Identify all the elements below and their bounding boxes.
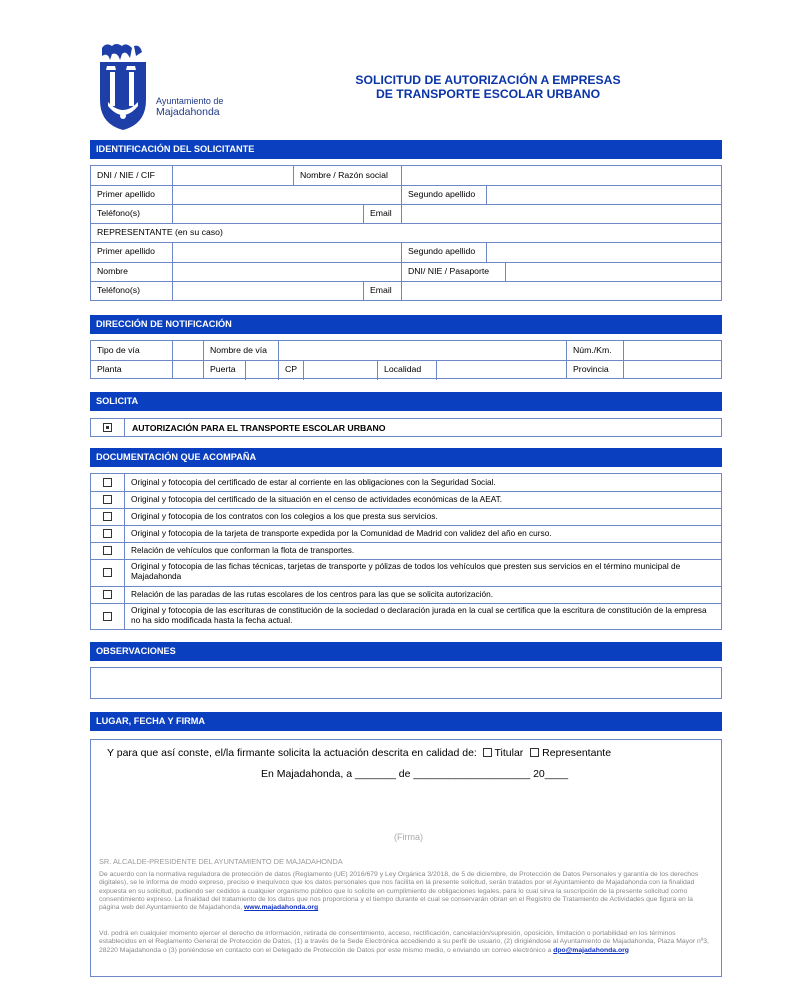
identificacion-table <box>90 165 722 301</box>
primer-apellido-input[interactable] <box>173 185 401 204</box>
dpo-email-link[interactable]: dpo@majadahonda.org <box>553 946 629 954</box>
web-link[interactable]: www.majadahonda.org <box>244 904 319 912</box>
doc-item-text: Original y fotocopia de la tarjeta de transporte expedida por la Comunidad de Madrid con validez del año en curso. <box>131 528 552 538</box>
section-direccion: DIRECCIÓN DE NOTIFICACIÓN <box>90 315 722 334</box>
doc-item-text: Original y fotocopia de los contratos con los colegios a los que presta sus servicios. <box>131 511 438 521</box>
doc-item <box>91 474 721 491</box>
rep-segundo-apellido-input[interactable] <box>487 242 722 261</box>
title-line1: SOLICITUD DE AUTORIZACIÓN A EMPRESAS <box>355 73 621 87</box>
logo-line1: Ayuntamiento de <box>156 96 224 106</box>
doc-checkbox-2[interactable] <box>103 512 112 521</box>
legal-paragraph-1 <box>99 871 715 912</box>
titular-label: Titular <box>494 747 524 759</box>
doc-item-text: Relación de vehículos que conforman la flota de transportes. <box>131 545 355 555</box>
email-input[interactable] <box>402 204 722 223</box>
nombre-razon-label: Nombre / Razón social <box>300 170 388 180</box>
section-identificacion: IDENTIFICACIÓN DEL SOLICITANTE <box>90 140 722 159</box>
cp-label: CP <box>285 364 298 374</box>
tipo-via-label: Tipo de vía <box>97 345 140 355</box>
logo-text <box>156 96 223 118</box>
doc-checkbox-0[interactable] <box>103 478 112 487</box>
rep-telefono-input[interactable] <box>173 281 363 300</box>
documentacion-table <box>90 473 722 630</box>
observaciones-input[interactable] <box>90 667 722 699</box>
doc-item <box>91 603 721 630</box>
rep-nombre-input[interactable] <box>173 262 401 281</box>
doc-checkbox-1[interactable] <box>103 495 112 504</box>
doc-checkbox-4[interactable] <box>103 546 112 555</box>
localidad-input[interactable] <box>437 360 566 379</box>
doc-item <box>91 525 721 542</box>
firma-statement: Y para que así conste, el/la firmante solicita la actuación descrita en calidad de: <box>107 747 477 759</box>
title-line2: DE TRANSPORTE ESCOLAR URBANO <box>375 87 601 101</box>
legal-text-2: Vd. podrá en cualquier momento ejercer el derecho de información, retirada de consentimiento, acceso, rectificación, cancelación/supresión, oposición, limitación o portabilidad en los términos establecidos en el Reglamento General de Protección de Datos, (1) a través de la Sede Electrónica accediendo a su perfil de usuario, (2) dirigiéndose al Ayuntamiento de Majadahonda, Plaza Mayor nº3, 28220 Majadahonda o (3) poniéndose en contacto con el Delegado de Protección de Datos por este mismo medio, o enviando un correo electrónico a <box>99 930 709 954</box>
ayuntamiento-logo <box>96 40 256 132</box>
rep-email-input[interactable] <box>402 281 722 300</box>
puerta-input[interactable] <box>246 360 278 379</box>
localidad-label: Localidad <box>384 364 422 374</box>
logo-line2: Majadahonda <box>156 106 220 118</box>
puerta-label: Puerta <box>210 364 236 374</box>
nombre-via-label: Nombre de vía <box>210 345 267 355</box>
telefono-label: Teléfono(s) <box>97 208 140 218</box>
dni-label: DNI / NIE / CIF <box>97 170 155 180</box>
rep-primer-apellido-label: Primer apellido <box>97 246 155 256</box>
doc-item-text: Original y fotocopia del certificado de la situación en el censo de actividades económicas de la AEAT. <box>131 494 503 504</box>
section-observaciones: OBSERVACIONES <box>90 642 722 661</box>
doc-item-text: Original y fotocopia de las escrituras de constitución de la sociedad o declaración jurada en la cual se certifica que la escritura de constitución de la empresa no ha sido modificada hasta la fecha actual. <box>131 605 707 625</box>
telefono-input[interactable] <box>173 204 363 223</box>
solicita-checkbox[interactable] <box>103 423 112 432</box>
doc-checkbox-7[interactable] <box>103 612 112 621</box>
place-date: En Majadahonda, a _______ de ____________________ 20____ <box>261 768 569 780</box>
solicita-table <box>90 418 722 437</box>
section-firma: LUGAR, FECHA Y FIRMA <box>90 712 722 731</box>
legal-text-1: De acuerdo con la normativa reguladora de protección de datos (Reglamento (UE) 2016/679 y Ley Orgánica 3/2018, de 5 de diciembre, de Protección de Datos Personales y garantía de los derechos digitales), se le informa de modo expreso, preciso e inequívoco que los datos personales que nos facilita en la presente solicitud, serán tratados por el Ayuntamiento de Majadahonda con la finalidad expuesta en su solicitud, pudiendo ser cedidos a cualquier organismo público que lo solicite en cumplimiento de obligaciones legales, para lo cual sirva la suscripción de la presente solicitud como consentimiento expreso. La finalidad del tratamiento de los datos que nos proporciona y el tiempo durante el cual se conservarán obran en el Registro de Tratamiento de Actividades que figura en la página web del Ayuntamiento de Majadahonda, <box>99 871 699 912</box>
email-label: Email <box>370 208 392 218</box>
rep-dni-label: DNI/ NIE / Pasaporte <box>408 266 490 276</box>
nombre-razon-input[interactable] <box>402 166 722 185</box>
solicita-option-label: AUTORIZACIÓN PARA EL TRANSPORTE ESCOLAR URBANO <box>132 423 386 433</box>
segundo-apellido-input[interactable] <box>487 185 722 204</box>
tipo-via-input[interactable] <box>173 341 203 360</box>
doc-item-text: Original y fotocopia de las fichas técnicas, tarjetas de transporte y pólizas de todos los vehículos que presten sus servicios en el término municipal de Majadahonda <box>131 561 681 581</box>
titular-checkbox[interactable] <box>483 748 492 757</box>
primer-apellido-label: Primer apellido <box>97 189 155 199</box>
addressee: SR. ALCALDE-PRESIDENTE DEL AYUNTAMIENTO DE MAJADAHONDA <box>99 857 343 866</box>
dni-input[interactable] <box>173 166 293 185</box>
section-documentacion: DOCUMENTACIÓN QUE ACOMPAÑA <box>90 448 722 467</box>
nombre-via-input[interactable] <box>279 341 566 360</box>
rep-segundo-apellido-label: Segundo apellido <box>408 246 476 256</box>
doc-checkbox-5[interactable] <box>103 568 112 577</box>
direccion-table <box>90 340 722 379</box>
segundo-apellido-label: Segundo apellido <box>408 189 476 199</box>
firma-placeholder: (Firma) <box>394 832 423 842</box>
legal-paragraph-2 <box>99 930 715 955</box>
doc-checkbox-3[interactable] <box>103 529 112 538</box>
rep-nombre-label: Nombre <box>97 266 128 276</box>
planta-label: Planta <box>97 364 122 374</box>
representante-checkbox[interactable] <box>530 748 539 757</box>
doc-item <box>91 586 721 603</box>
doc-item <box>91 559 721 586</box>
section-solicita: SOLICITA <box>90 392 722 411</box>
representante-label: REPRESENTANTE (en su caso) <box>97 227 223 237</box>
doc-item <box>91 542 721 559</box>
rep-email-label: Email <box>370 285 392 295</box>
doc-item-text: Original y fotocopia del certificado de estar al corriente en las obligaciones con la Seguridad Social. <box>131 477 496 487</box>
planta-input[interactable] <box>173 360 203 379</box>
rep-primer-apellido-input[interactable] <box>173 242 401 261</box>
rep-dni-input[interactable] <box>506 262 722 281</box>
doc-item <box>91 491 721 508</box>
rep-telefono-label: Teléfono(s) <box>97 285 140 295</box>
form-title <box>300 73 676 101</box>
firma-box <box>90 739 722 977</box>
num-km-label: Núm./Km. <box>573 345 612 355</box>
provincia-input[interactable] <box>624 360 722 379</box>
doc-checkbox-6[interactable] <box>103 590 112 599</box>
provincia-label: Provincia <box>573 364 609 374</box>
doc-item <box>91 508 721 525</box>
doc-item-text: Relación de las paradas de las rutas escolares de los centros para las que se solicita autorización. <box>131 589 494 599</box>
num-km-input[interactable] <box>624 341 722 360</box>
cp-input[interactable] <box>304 360 377 379</box>
firma-statement-line <box>107 747 611 759</box>
representante-label: Representante <box>542 747 612 759</box>
